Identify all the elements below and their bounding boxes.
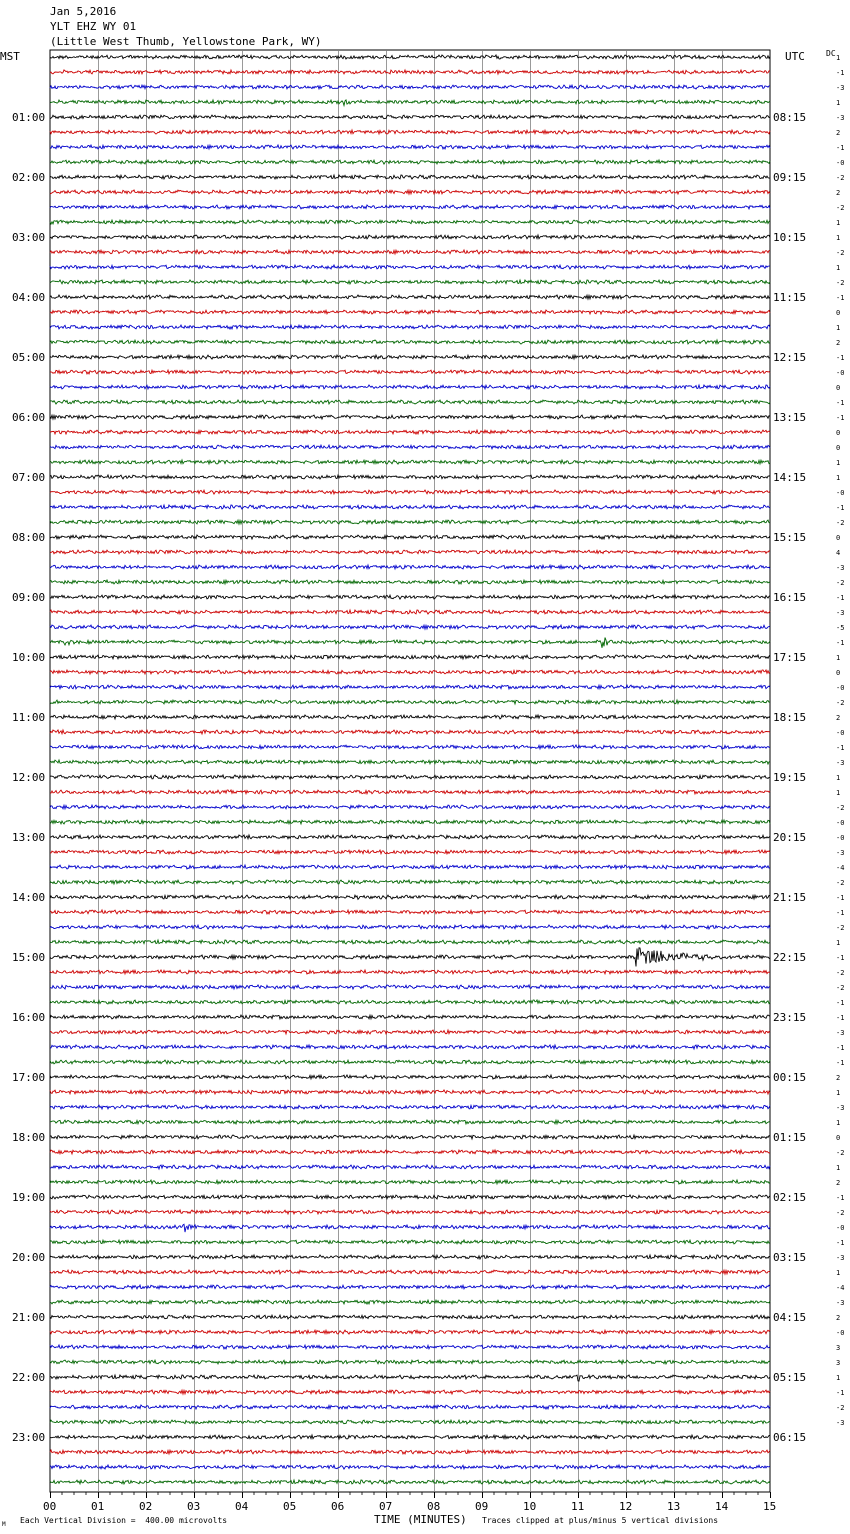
dc-offset-label: -4 (836, 1284, 845, 1292)
x-tick-label: 13 (667, 1500, 681, 1513)
dc-offset-label: 3 (836, 1359, 841, 1367)
trace-line (50, 1360, 770, 1364)
corner-mark: M (2, 1521, 6, 1528)
dc-offset-label: -1 (836, 954, 845, 962)
dc-offset-label: -3 (836, 84, 845, 92)
trace-line (50, 430, 770, 434)
trace-line (50, 1090, 770, 1094)
trace-line (50, 1150, 770, 1154)
dc-offset-label: -0 (836, 729, 845, 737)
trace-line (50, 880, 770, 884)
dc-offset-label: 1 (836, 1119, 841, 1127)
trace-line (50, 1255, 770, 1259)
trace-line (50, 115, 770, 119)
dc-offset-label: -1 (836, 294, 845, 302)
dc-offset-label: -5 (836, 624, 845, 632)
dc-offset-label: -3 (836, 849, 845, 857)
dc-offset-label: 1 (836, 1374, 841, 1382)
trace-line (50, 220, 770, 224)
trace-line (50, 1435, 770, 1439)
trace-line (50, 895, 770, 899)
date-label: Jan 5,2016 (50, 5, 117, 18)
dc-offset-label: -2 (836, 1209, 845, 1217)
utc-hour-label: 13:15 (773, 411, 807, 424)
trace-line (50, 1390, 770, 1394)
location-label: (Little West Thumb, Yellowstone Park, WY) (50, 35, 322, 48)
dc-offset-label: 2 (836, 189, 841, 197)
dc-offset-label: -1 (836, 1044, 845, 1052)
trace-line (50, 415, 770, 419)
utc-hour-label: 11:15 (773, 291, 807, 304)
mst-hour-label: 06:00 (12, 411, 46, 424)
trace-line (50, 910, 770, 914)
dc-offset-label: 1 (836, 789, 841, 797)
trace-line (50, 160, 770, 164)
dc-offset-label: 2 (836, 1314, 841, 1322)
dc-offset-label: -1 (836, 594, 845, 602)
trace-line (50, 745, 770, 749)
trace-line (50, 715, 770, 719)
trace-line (50, 505, 770, 509)
dc-offset-label: 0 (836, 384, 841, 392)
dc-offset-label: -2 (836, 984, 845, 992)
mst-hour-label: 13:00 (12, 831, 46, 844)
dc-offset-label: 3 (836, 1344, 841, 1352)
trace-line (50, 820, 770, 824)
dc-offset-label: -1 (836, 69, 845, 77)
dc-offset-label: -0 (836, 369, 845, 377)
trace-line (50, 1015, 770, 1019)
trace-line (50, 775, 770, 779)
dc-offset-label: 0 (836, 429, 841, 437)
station-label: YLT EHZ WY 01 (50, 20, 137, 33)
dc-offset-label: 1 (836, 324, 841, 332)
x-tick-label: 09 (475, 1500, 489, 1513)
dc-offset-label: -3 (836, 114, 845, 122)
dc-offset-label: -0 (836, 819, 845, 827)
trace-line (50, 940, 770, 944)
dc-offset-label: -2 (836, 969, 845, 977)
trace-line (50, 625, 770, 629)
utc-hour-label: 08:15 (773, 111, 807, 124)
dc-offset-label: 2 (836, 714, 841, 722)
mst-hour-label: 19:00 (12, 1191, 46, 1204)
trace-line (50, 700, 770, 704)
trace-line (50, 1224, 770, 1232)
dc-offset-label: -3 (836, 1254, 845, 1262)
trace-line (50, 340, 770, 344)
dc-offset-label: -2 (836, 1404, 845, 1412)
mst-hour-label: 17:00 (12, 1071, 46, 1084)
dc-offset-label: -0 (836, 159, 845, 167)
x-tick-label: 12 (619, 1500, 633, 1513)
dc-offset-label: 1 (836, 99, 841, 107)
trace-line (50, 1285, 770, 1289)
trace-line (50, 385, 770, 389)
utc-hour-label: 16:15 (773, 591, 807, 604)
dc-offset-label: 2 (836, 339, 841, 347)
trace-line (50, 145, 770, 149)
dc-offset-label: -0 (836, 489, 845, 497)
scale-note: Each Vertical Division = 400.00 microvolts (20, 1516, 228, 1525)
dc-offset-label: -1 (836, 504, 845, 512)
x-tick-label: 04 (235, 1500, 249, 1513)
dc-offset-label: 2 (836, 129, 841, 137)
utc-hour-label: 14:15 (773, 471, 807, 484)
trace-line (50, 535, 770, 539)
trace-line (50, 1195, 770, 1199)
dc-offset-label: 1 (836, 1089, 841, 1097)
utc-hour-label: 10:15 (773, 231, 807, 244)
trace-line (50, 250, 770, 254)
dc-offset-label: -1 (836, 354, 845, 362)
trace-line (50, 1210, 770, 1214)
x-tick-label: 02 (139, 1500, 153, 1513)
trace-line (50, 190, 770, 194)
x-tick-label: 05 (283, 1500, 297, 1513)
trace-line (50, 655, 770, 659)
mst-hour-label: 11:00 (12, 711, 46, 724)
dc-offset-label: -0 (836, 1329, 845, 1337)
dc-offset-label: -1 (836, 909, 845, 917)
dc-offset-label: -2 (836, 924, 845, 932)
trace-line (50, 1465, 770, 1469)
x-axis-title: TIME (MINUTES) (374, 1513, 467, 1526)
mst-hour-label: 10:00 (12, 651, 46, 664)
trace-line (50, 280, 770, 284)
trace-line (50, 1120, 770, 1124)
utc-hour-label: 12:15 (773, 351, 807, 364)
trace-line (50, 685, 770, 689)
right-timezone-label: UTC (785, 50, 805, 63)
dc-offset-label: 1 (836, 774, 841, 782)
trace-line (50, 295, 770, 299)
dc-label: DC (826, 49, 836, 58)
trace-line (50, 948, 770, 967)
x-tick-label: 11 (571, 1500, 585, 1513)
dc-offset-label: -3 (836, 1104, 845, 1112)
dc-offset-label: -1 (836, 1194, 845, 1202)
mst-hour-label: 02:00 (12, 171, 46, 184)
utc-hour-label: 05:15 (773, 1371, 807, 1384)
dc-offset-label: 0 (836, 1134, 841, 1142)
dc-offset-label: -1 (836, 399, 845, 407)
dc-offset-label: 4 (836, 549, 841, 557)
mst-hour-label: 07:00 (12, 471, 46, 484)
left-timezone-label: MST (0, 50, 20, 63)
utc-hour-label: 18:15 (773, 711, 807, 724)
mst-hour-label: 22:00 (12, 1371, 46, 1384)
x-tick-label: 01 (91, 1500, 105, 1513)
mst-hour-label: 12:00 (12, 771, 46, 784)
trace-line (50, 670, 770, 674)
trace-line (50, 445, 770, 449)
dc-offset-label: 2 (836, 1074, 841, 1082)
trace-line (50, 1480, 770, 1484)
dc-offset-label: -2 (836, 249, 845, 257)
trace-line (50, 730, 770, 734)
trace-line (50, 865, 770, 869)
trace-line (50, 1450, 770, 1454)
trace-line (50, 1165, 770, 1169)
dc-offset-label: -2 (836, 204, 845, 212)
x-tick-label: 07 (379, 1500, 393, 1513)
dc-offset-label: -2 (836, 1149, 845, 1157)
trace-line (50, 85, 770, 89)
mst-hour-label: 08:00 (12, 531, 46, 544)
trace-line (50, 1075, 770, 1079)
trace-line (50, 970, 770, 974)
dc-offset-label: 1 (836, 654, 841, 662)
utc-hour-label: 09:15 (773, 171, 807, 184)
trace-line (50, 760, 770, 764)
dc-offset-label: -2 (836, 579, 845, 587)
trace-line (50, 130, 770, 134)
trace-line (50, 1060, 770, 1064)
utc-hour-label: 21:15 (773, 891, 807, 904)
dc-offset-label: -2 (836, 279, 845, 287)
mst-hour-label: 16:00 (12, 1011, 46, 1024)
dc-offset-label: -2 (836, 174, 845, 182)
utc-hour-label: 22:15 (773, 951, 807, 964)
dc-offset-label: -1 (836, 414, 845, 422)
dc-offset-label: -1 (836, 144, 845, 152)
dc-offset-label: -1 (836, 999, 845, 1007)
mst-hour-label: 23:00 (12, 1431, 46, 1444)
trace-line (50, 100, 770, 106)
mst-hour-label: 21:00 (12, 1311, 46, 1324)
trace-line (50, 1420, 770, 1424)
mst-hour-label: 03:00 (12, 231, 46, 244)
trace-line (50, 355, 770, 359)
trace-line (50, 1000, 770, 1004)
trace-line (50, 565, 770, 569)
trace-line (50, 1300, 770, 1304)
clip-note: Traces clipped at plus/minus 5 vertical divisions (482, 1516, 719, 1525)
trace-line (50, 925, 770, 929)
x-tick-label: 03 (187, 1500, 201, 1513)
dc-offset-label: -1 (836, 1014, 845, 1022)
trace-line (50, 1180, 770, 1184)
dc-offset-label: -3 (836, 564, 845, 572)
dc-offset-label: -0 (836, 684, 845, 692)
dc-offset-label: -0 (836, 1224, 845, 1232)
dc-offset-label: -3 (836, 1419, 845, 1427)
dc-offset-label: 2 (836, 1179, 841, 1187)
trace-line (50, 1240, 770, 1244)
trace-line (50, 235, 770, 239)
dc-offset-label: 1 (836, 264, 841, 272)
dc-offset-label: 1 (836, 234, 841, 242)
trace-line (50, 175, 770, 179)
dc-offset-label: -3 (836, 1299, 845, 1307)
dc-offset-label: -1 (836, 1389, 845, 1397)
utc-hour-label: 15:15 (773, 531, 807, 544)
dc-offset-label: -1 (836, 1059, 845, 1067)
trace-line (50, 1045, 770, 1049)
x-tick-label: 08 (427, 1500, 441, 1513)
dc-offset-label: -2 (836, 879, 845, 887)
utc-hour-label: 03:15 (773, 1251, 807, 1264)
dc-offset-label: 0 (836, 669, 841, 677)
dc-offset-label: 1 (836, 219, 841, 227)
utc-hour-label: 17:15 (773, 651, 807, 664)
dc-offset-label: 1 (836, 54, 841, 62)
trace-line (50, 520, 770, 524)
utc-hour-label: 00:15 (773, 1071, 807, 1084)
trace-line (50, 595, 770, 599)
dc-offset-label: -1 (836, 744, 845, 752)
trace-line (50, 1315, 770, 1319)
dc-offset-label: 1 (836, 939, 841, 947)
trace-line (50, 265, 770, 269)
utc-hour-label: 04:15 (773, 1311, 807, 1324)
trace-line (50, 580, 770, 584)
dc-offset-label: -2 (836, 519, 845, 527)
trace-line (50, 1270, 770, 1274)
trace-line (50, 370, 770, 374)
trace-line (50, 1330, 770, 1334)
trace-line (50, 1135, 770, 1139)
x-tick-label: 14 (715, 1500, 729, 1513)
mst-hour-label: 01:00 (12, 111, 46, 124)
dc-offset-label: -4 (836, 864, 845, 872)
utc-hour-label: 01:15 (773, 1131, 807, 1144)
trace-line (50, 610, 770, 614)
dc-offset-label: -1 (836, 1239, 845, 1247)
dc-offset-label: -1 (836, 639, 845, 647)
mst-hour-label: 14:00 (12, 891, 46, 904)
dc-offset-label: 1 (836, 474, 841, 482)
mst-hour-label: 05:00 (12, 351, 46, 364)
dc-offset-label: -1 (836, 894, 845, 902)
trace-line (50, 850, 770, 854)
mst-hour-label: 09:00 (12, 591, 46, 604)
x-tick-label: 10 (523, 1500, 537, 1513)
dc-offset-label: -3 (836, 609, 845, 617)
x-tick-label: 06 (331, 1500, 345, 1513)
mst-hour-label: 20:00 (12, 1251, 46, 1264)
trace-line (50, 460, 770, 464)
mst-hour-label: 15:00 (12, 951, 46, 964)
utc-hour-label: 19:15 (773, 771, 807, 784)
utc-hour-label: 23:15 (773, 1011, 807, 1024)
trace-line (50, 475, 770, 479)
x-tick-label: 00 (43, 1500, 57, 1513)
trace-line (50, 1030, 770, 1034)
mst-hour-label: 04:00 (12, 291, 46, 304)
trace-line (50, 1105, 770, 1109)
dc-offset-label: 1 (836, 459, 841, 467)
trace-line (50, 310, 770, 314)
trace-line (50, 490, 770, 494)
trace-line (50, 1405, 770, 1409)
trace-line (50, 1375, 770, 1381)
trace-line (50, 1345, 770, 1349)
trace-line (50, 400, 770, 404)
trace-line (50, 638, 770, 648)
dc-offset-label: -3 (836, 759, 845, 767)
trace-line (50, 835, 770, 839)
trace-line (50, 70, 770, 74)
dc-offset-label: -2 (836, 804, 845, 812)
utc-hour-label: 06:15 (773, 1431, 807, 1444)
trace-line (50, 985, 770, 989)
dc-offset-label: -0 (836, 834, 845, 842)
utc-hour-label: 20:15 (773, 831, 807, 844)
dc-offset-label: 1 (836, 1164, 841, 1172)
dc-offset-label: 0 (836, 309, 841, 317)
utc-hour-label: 02:15 (773, 1191, 807, 1204)
dc-offset-label: 1 (836, 1269, 841, 1277)
dc-offset-label: -2 (836, 699, 845, 707)
x-tick-label: 15 (763, 1500, 777, 1513)
trace-line (50, 205, 770, 209)
mst-hour-label: 18:00 (12, 1131, 46, 1144)
dc-offset-label: 0 (836, 534, 841, 542)
trace-line (50, 790, 770, 794)
dc-offset-label: -3 (836, 1029, 845, 1037)
dc-offset-label: 0 (836, 444, 841, 452)
trace-line (50, 550, 770, 554)
trace-line (50, 805, 770, 809)
trace-line (50, 325, 770, 329)
trace-line (50, 55, 770, 59)
